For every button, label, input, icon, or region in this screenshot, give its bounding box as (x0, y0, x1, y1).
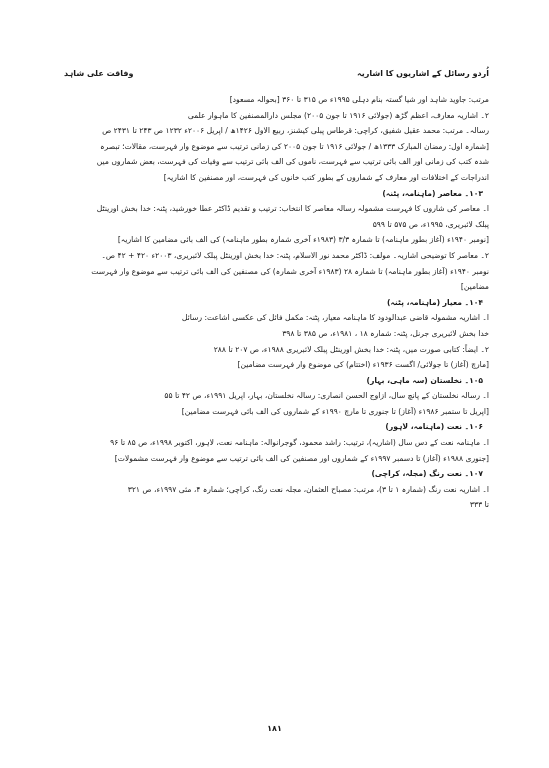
body-line: ا۔ رسالہ نخلستان کے پانچ سال، ازاوج الحسن انصاری: رسالہ نخلستان، بہار، اپریل ۱۹۹۱ء، ص ۴۲ تا ۵۵ (164, 391, 489, 401)
body-line: [شمارہ اول: رمضان المبارک ۱۳۳۳ھ / جولائی ۱۹۱۶ تا جون ۲۰۰۵ کی زمانی ترتیب سے موضوع وار فہرست، مقالات؛ تبصرہ (100, 141, 489, 151)
body-line: [نومبر ۱۹۴۰ء (آغاز بطور ماہنامہ) تا شمارہ ۳/۳ (۱۹۸۳ء آخری شمارہ بطور ماہنامہ) کی الف بائی مضامین کا اشاریہ] (117, 235, 489, 245)
body-line: شدہ کتب کی زمانی اور الف بائی ترتیب سے فہرست، ناموں کی الف بائی ترتیب سے وفیات کی فہرست، بعض شماروں میں (96, 157, 489, 167)
body-line: تا ۳۳۳ (469, 500, 489, 510)
body-line: مرتب: جاوید شاہد اور شیا گستہ بنام دہلی ۱۹۹۵ء ص ۳۱۵ تا ۳۶۰ [بحوالہ مسعود] (229, 95, 489, 104)
body-line: پبلک لائبریری، ۱۹۹۵ء، ص ۵۷۵ تا ۵۹۹ (372, 219, 489, 229)
body-line: ۲۔ اشاریہ معارف، اعظم گڑھ (جولائی ۱۹۱۶ تا جون ۲۰۰۵) مجلس دارالمصنفین کا ماہوار علمی (187, 110, 489, 120)
body-line: [اپریل تا ستمبر ۱۹۸۶ء (آغاز) تا جنوری تا مارچ ۱۹۹۰ء کے شماروں کی الف بائی فہرست مضامین] (181, 406, 489, 416)
entry-heading: ۱۰۵۔ نخلستان (سہ ماہی، بہار) (366, 375, 483, 385)
body-line: ا۔ ماہنامہ نعت کے دس سال (اشاریہ)، ترتیب: راشد محمود، گوجرانوالہ: ماہنامہ نعت، لاہور، اکتوبر ۱۹۹۸ء، ص ۸۵ تا ۹۶ (110, 438, 489, 448)
entry-heading: ۱۰۳۔ معاصر (ماہنامہ، پٹنہ) (382, 188, 483, 198)
page-number: ۱۸۱ (267, 724, 282, 733)
body-line: ا۔ معاصر کی شاروں کا فہرست مشمولہ رسالہ معاصر کا انتخاب: ترتیب و تقدیم ڈاکٹر عطا خورشید، پٹنہ: خدا بخش اورینٹل (96, 204, 489, 214)
body-line: ۲۔ معاصر کا توضیحی اشاریہ۔ مولف: ڈاکٹر محمد نور الاسلام، پٹنہ: خدا بخش اورینٹل پبلک لائبریری، ۲۰۰۳ء ۴۲۰ + ۴۲ ص۔ (101, 250, 489, 260)
body-line: ۲۔ ایضاً: کتابی صورت میں، پٹنہ: خدا بخش اورینٹل پبلک لائبریری ۱۹۸۸ء، ص ۲۰۷ تا ۲۸۸ (213, 344, 489, 354)
header-author: وفاقت علی شاہد (64, 68, 134, 78)
running-header (64, 66, 489, 80)
header-title: اُردو رسائل کے اشاریوں کا اشاریہ (357, 68, 489, 78)
body-line: رسالہ۔ مرتب: محمد عقیل شفیق، کراچی: قرطاس پبلی کیشنز، ربیع الاول ۱۴۲۶ھ / اپریل ۲۰۰۶ء ۱۲۳۲ ص ۲۴۳ تا ۲۴۳۱ ص (102, 126, 489, 136)
body-line: ا۔ اشاریہ مشمولہ قاضی عبدالودود کا ماہنامہ معیار، پٹنہ: مکمل فائل کی عکسی اشاعت: رسائل (181, 313, 489, 323)
body-line: [جنوری ۱۹۸۸ء (آغاز) تا دسمبر ۱۹۹۷ء کے شماروں اور مصنفین کی الف بائی ترتیب سے موضوع وار فہرست مشمولات] (114, 453, 489, 463)
body-line: اندراجات کے اختلافات اور معارف کے شماروں کے بطور کتب خانوں کی فہرست، اور مصنفین کا اشاریہ] (163, 172, 489, 182)
body-line: نومبر ۱۹۴۰ء (آغاز بطور ماہنامہ) تا شمارہ ۲۸ (۱۹۸۳ء آخری شمارہ) کی مصنفین کی الف بائی ترتیب سے موضوع وار فہرست (91, 266, 489, 276)
body-line: خدا بخش لائبریری جرنل، پٹنہ: شمارہ ۱۸ ، ۱۹۸۱ء، ص ۳۸۵ تا ۳۹۸ (282, 328, 489, 338)
body-line: [مارچ (آغاز) تا جولائی/ اگست ۱۹۳۶ء (اختتام) کی موضوع وار فہرست مضامین] (237, 360, 489, 370)
body-line: ا۔ اشاریہ نعت رنگ (شمارہ ۱ تا ۳)، مرتب: مصباح العثمان، مجلہ نعت رنگ، کراچی؛ شمارہ ۴، مئی ۱۹۹۷ء، ص ۳۲۱ (127, 484, 489, 494)
entry-heading: ۱۰۴۔ معیار (ماہنامہ، پٹنہ) (386, 297, 483, 307)
body-line: مضامین] (460, 282, 489, 292)
page-body (64, 92, 489, 513)
entry-heading: ۱۰۷۔ نعت رنگ (مجلہ، کراچی) (371, 469, 483, 479)
entry-heading: ۱۰۶۔ نعت (ماہنامہ، لاہور) (385, 422, 483, 432)
